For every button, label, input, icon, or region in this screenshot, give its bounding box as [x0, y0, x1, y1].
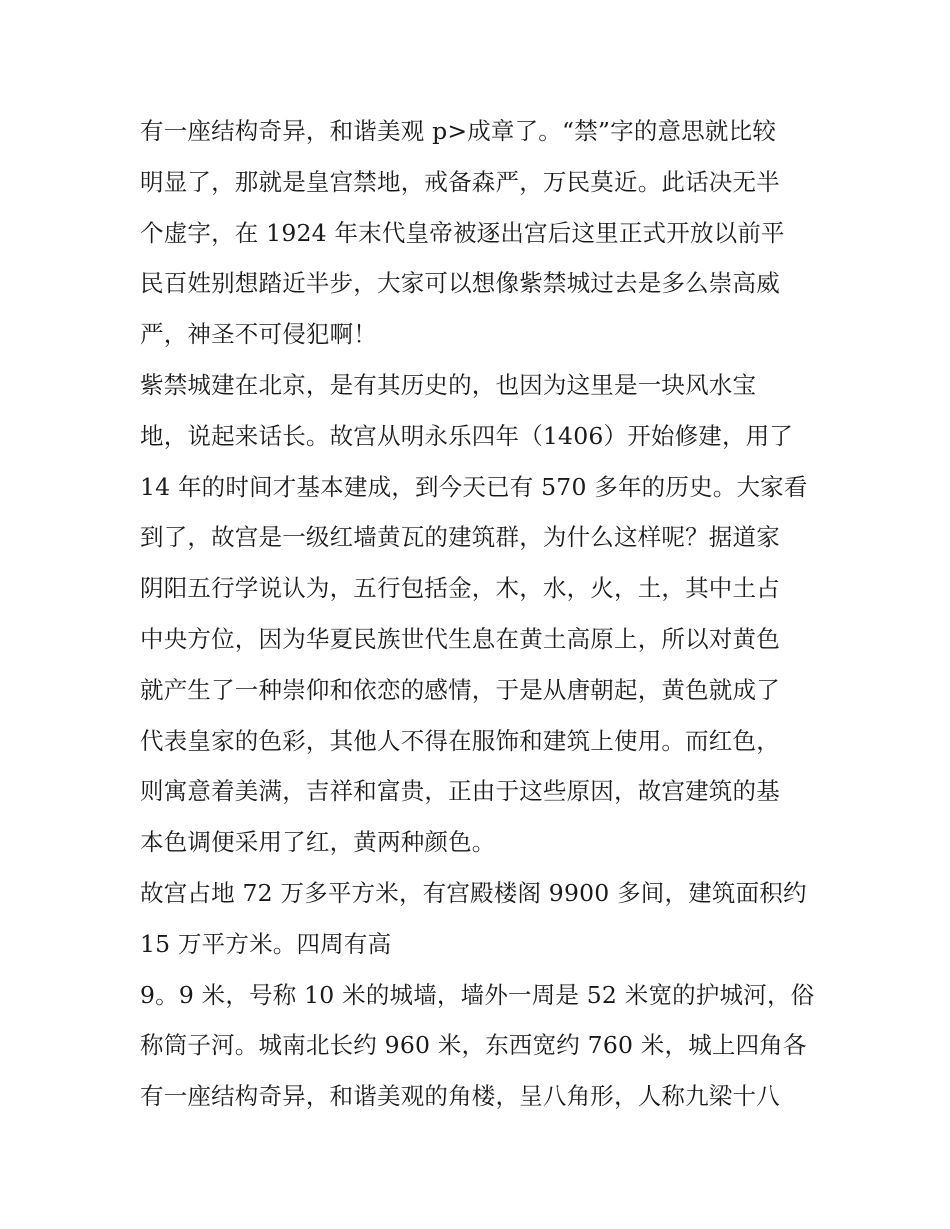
text-line: 15 万平方米。四周有高 [140, 929, 392, 958]
body-text [140, 106, 820, 1122]
text-line: 个虚字，在 1924 年末代皇帝被逐出宫后这里正式开放以前平 [140, 218, 785, 247]
text-line: 民百姓别想踏近半步，大家可以想像紫禁城过去是多么崇高威 [140, 269, 780, 298]
text-line: 阴阳五行学说认为，五行包括金，木，水，火，土，其中土占 [140, 574, 780, 603]
text-line: 称筒子河。城南北长约 960 米，东西宽约 760 米，城上四角各 [140, 1031, 807, 1060]
text-line: 紫禁城建在北京，是有其历史的，也因为这里是一块风水宝 [140, 370, 757, 399]
text-line: 明显了，那就是皇宫禁地，戒备森严，万民莫近。此话决无半 [140, 167, 780, 196]
text-line: 14 年的时间才基本建成，到今天已有 570 多年的历史。大家看 [140, 472, 808, 501]
text-line: 故宫占地 72 万多平方米，有宫殿楼阁 9900 多间，建筑面积约 [140, 878, 807, 907]
text-line: 9。9 米，号称 10 米的城墙，墙外一周是 52 米宽的护城河，俗 [140, 980, 815, 1009]
text-line: 就产生了一种崇仰和依恋的感情，于是从唐朝起，黄色就成了 [140, 675, 780, 704]
text-line: 严，神圣不可侵犯啊！ [140, 320, 377, 349]
text-line: 地，说起来话长。故宫从明永乐四年（1406）开始修建，用了 [140, 421, 794, 450]
text-line: 则寓意着美满，吉祥和富贵，正由于这些原因，故宫建筑的基 [140, 777, 780, 806]
text-line: 中央方位，因为华夏民族世代生息在黄土高原上，所以对黄色 [140, 624, 780, 653]
text-line: 本色调便采用了红，黄两种颜色。 [140, 828, 496, 857]
text-line: 代表皇家的色彩，其他人不得在服饰和建筑上使用。而红色， [140, 726, 780, 755]
text-line: 到了，故宫是一级红墙黄瓦的建筑群，为什么这样呢？据道家 [140, 523, 780, 552]
text-line: 有一座结构奇异，和谐美观 p>成章了。“禁”字的意思就比较 [140, 117, 777, 145]
text-line: 有一座结构奇异，和谐美观的角楼，呈八角形，人称九梁十八 [140, 1082, 780, 1111]
